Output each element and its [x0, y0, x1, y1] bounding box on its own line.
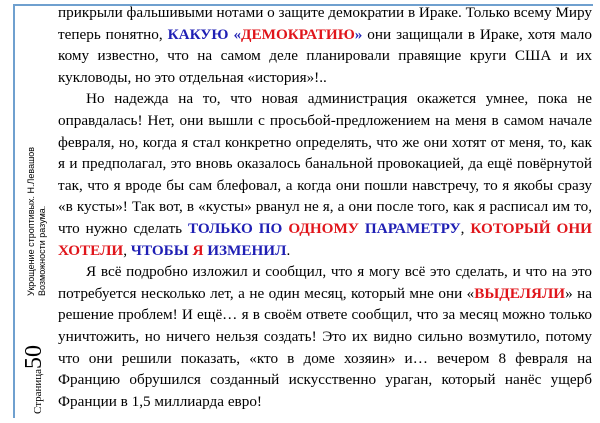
- highlighted-text: ЧТОБЫ: [130, 241, 193, 259]
- highlighted-text: ОДНОМУ: [288, 219, 359, 237]
- text-run: .: [286, 241, 291, 259]
- highlighted-text: »: [354, 25, 363, 43]
- document-body: [58, 2, 592, 412]
- highlighted-text: ТОЛЬКО ПО: [187, 219, 289, 237]
- page-indicator: [22, 345, 46, 414]
- highlighted-text: ДЕМОКРАТИЮ: [241, 25, 355, 43]
- text-run: Но надежда на то, что новая администрация окажется умнее, пока не оправдалась! Нет, они вышли с просьбой-предложением на меня в самом начале февраля, но, когда я стал конкретно определять, что же они хотят от меня, то, как я и предполагал, это вновь оказалось банальной провокацией, да ещё повёрнутой так, что я вроде бы сам блефовал, а когда они пошли навстречу, то я якобы сразу «в кусты»! Так вот, в «кусты» рванул не я, а они после того, как я расписал им то, что нужно сделать: [58, 90, 592, 237]
- page-number: 50: [21, 344, 47, 369]
- book-subtitle: Укрощение строптивых. Н.Левашов: [26, 146, 36, 296]
- highlighted-text: ИЗМЕНИЛ: [203, 241, 287, 259]
- sidebar: [16, 6, 52, 416]
- sidebar-rotated-label: [18, 6, 54, 416]
- paragraph: [58, 2, 592, 88]
- text-run: прикрыли фальшивыми нотами о защите демократии в Ираке. Только всему Миру теперь понятно,: [58, 4, 592, 43]
- paragraph: [58, 261, 592, 412]
- highlighted-text: ПАРАМЕТРУ: [358, 219, 461, 237]
- book-title: Возможности разума.: [37, 205, 47, 296]
- text-run: Я всё подробно изложил и сообщил, что я могу всё это сделать, и что на это потребуется несколько лет, а не один месяц, который мне они «: [58, 263, 592, 302]
- text-run: » на решение проблем! И ещё… я в своём ответе сообщил, что за месяц можно только уничтожить, но ничего нельзя создать! Это их видно сильно возмутило, потому что они решили показать, «кто в доме хозяин» и… вечером 8 февраля на Францию обрушился созданный искусственно ураган, который нанёс ущерб Франции в 1,5 миллиарда евро!: [58, 284, 592, 410]
- highlighted-text: КАКУЮ «: [167, 25, 242, 43]
- highlighted-text: КОТОРЫЙ ОНИ ХОТЕЛИ: [58, 219, 592, 259]
- paragraph: [58, 88, 592, 261]
- text-run: они защищали в Ираке, хотя мало кому известно, что на самом деле планировали правящие круги США и их кукловоды, но это отдельная «история»!..: [58, 25, 592, 86]
- highlighted-text: Я: [192, 241, 204, 259]
- page-word: Страница: [32, 368, 44, 414]
- highlighted-text: ВЫДЕЛЯЛИ: [474, 284, 566, 302]
- text-run: ,: [460, 219, 471, 237]
- text-run: ,: [123, 241, 131, 259]
